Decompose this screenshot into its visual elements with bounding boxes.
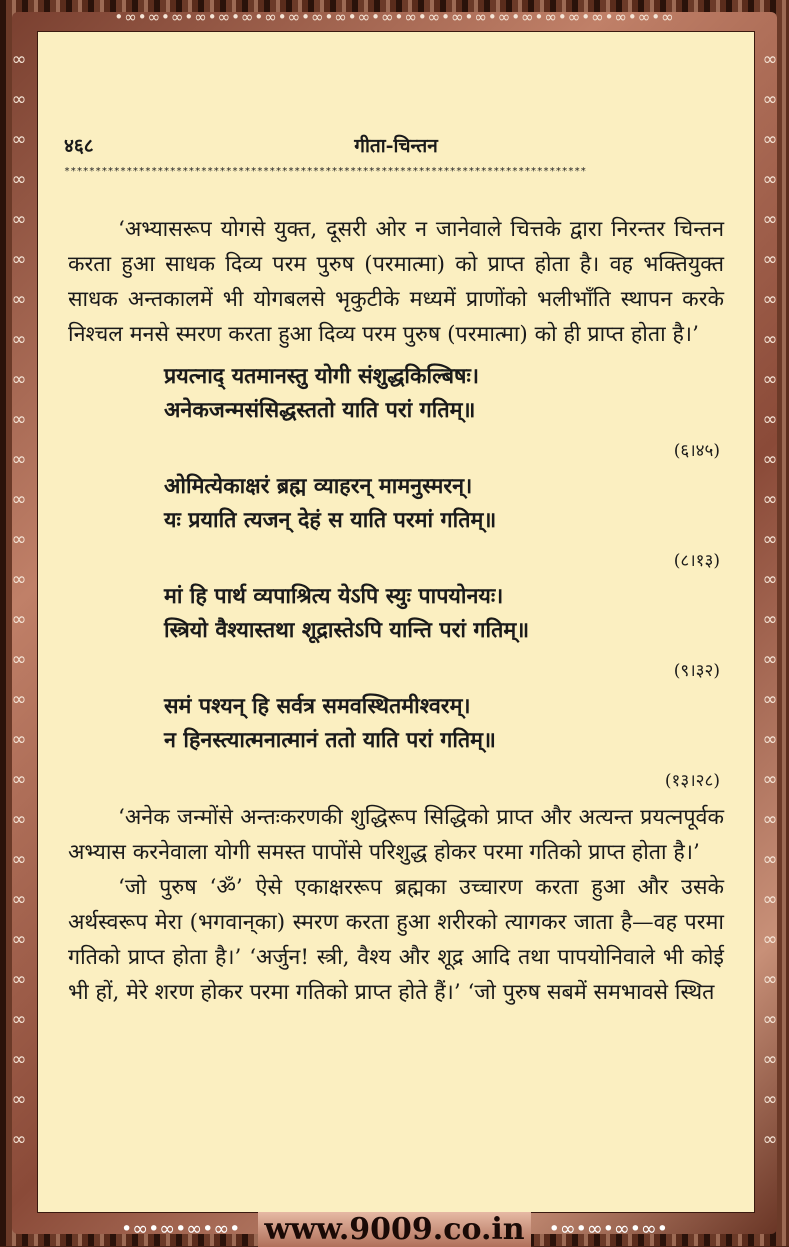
- verse-block-1: [68, 360, 724, 464]
- header-separator: ************************************************************************************: [64, 166, 728, 177]
- right-ornament-border: ∞ ∞ ∞ ∞ ∞ ∞ ∞ ∞ ∞ ∞ ∞ ∞ ∞ ∞ ∞ ∞ ∞ ∞ ∞ ∞ ∞ ∞ ∞ ∞ ∞ ∞ ∞ ∞: [757, 40, 783, 1206]
- page-header: [64, 132, 728, 158]
- verse-line: प्रयत्नाद्‌ यतमानस्तु योगी संशुद्धकिल्बिषः।: [164, 360, 724, 394]
- verse-line: यः प्रयाति त्यजन्‌ देहं स याति परमां गतिम्‌॥: [164, 504, 724, 538]
- book-page: [37, 31, 755, 1213]
- page-title: गीता-चिन्तन: [264, 132, 528, 158]
- verse-line: ओमित्येकाक्षरं ब्रह्म व्याहरन्‌ मामनुस्मरन्‌।: [164, 470, 724, 504]
- verse-reference: (९।३२): [68, 658, 720, 684]
- verse-block-3: [68, 580, 724, 684]
- verse-line: मां हि पार्थ व्यपाश्रित्य येऽपि स्युः पापयोनयः।: [164, 580, 724, 614]
- verse-line: स्त्रियो वैश्यास्तथा शूद्रास्तेऽपि यान्ति परां गतिम्‌॥: [164, 614, 724, 648]
- verse-reference: (१३।२८): [68, 768, 720, 794]
- page-number: ४६८: [64, 132, 264, 158]
- verse-block-4: [68, 690, 724, 794]
- top-ornament-border: •∞•∞•∞•∞•∞•∞•∞•∞•∞•∞•∞•∞•∞•∞•∞•∞•∞•∞•∞•∞•∞•∞•∞•∞: [40, 4, 749, 30]
- website-url[interactable]: www.9009.co.in: [258, 1212, 530, 1247]
- verse-reference: (८।१३): [68, 548, 720, 574]
- verse-reference: (६।४५): [68, 438, 720, 464]
- footer-website: [0, 1212, 789, 1246]
- verse-block-2: [68, 470, 724, 574]
- page-content: [68, 212, 724, 1010]
- paragraph-3: ‘जो पुरुष ‘ॐ’ ऐसे एकाक्षररूप ब्रह्मका उच्चारण करता हुआ और उसके अर्थस्वरूप मेरा (भगवान्‌का) स्मरण करता हुआ शरीरको त्यागकर जाता है—वह परमा गतिको प्राप्त होता है।’ ‘अर्जुन! स्त्री, वैश्य और शूद्र आदि तथा पापयोनिवाले भी कोई भी हों, मेरे शरण होकर परमा गतिको प्राप्त होते हैं।’ ‘जो पुरुष सबमें समभावसे स्थित: [68, 870, 724, 1010]
- footer-ornament: •∞•∞•∞•∞•: [549, 1218, 668, 1240]
- paragraph-2: ‘अनेक जन्मोंसे अन्तःकरणकी शुद्धिरूप सिद्धिको प्राप्त और अत्यन्त प्रयत्नपूर्वक अभ्यास करनेवाला योगी समस्त पापोंसे परिशुद्ध होकर परमा गतिको प्राप्त होता है।’: [68, 800, 724, 870]
- footer-ornament: •∞•∞•∞•∞•: [121, 1218, 240, 1240]
- verse-line: न हिनस्त्यात्मनात्मानं ततो याति परां गतिम्‌॥: [164, 724, 724, 758]
- verse-line: अनेकजन्मसंसिद्धस्ततो याति परां गतिम्‌॥: [164, 394, 724, 428]
- paragraph-1: ‘अभ्यासरूप योगसे युक्त, दूसरी ओर न जानेवाले चित्तके द्वारा निरन्तर चिन्तन करता हुआ साधक दिव्य परम पुरुष (परमात्मा) को प्राप्त होता है। वह भक्तियुक्त साधक अन्तकालमें भी योगबलसे भृकुटीके मध्यमें प्राणोंको भलीभाँति स्थापन करके निश्चल मनसे स्मरण करता हुआ दिव्य परम पुरुष (परमात्मा) को ही प्राप्त होता है।’: [68, 212, 724, 352]
- left-ornament-border: ∞ ∞ ∞ ∞ ∞ ∞ ∞ ∞ ∞ ∞ ∞ ∞ ∞ ∞ ∞ ∞ ∞ ∞ ∞ ∞ ∞ ∞ ∞ ∞ ∞ ∞ ∞ ∞: [6, 40, 32, 1206]
- verse-line: समं पश्यन्‌ हि सर्वत्र समवस्थितमीश्वरम्‌।: [164, 690, 724, 724]
